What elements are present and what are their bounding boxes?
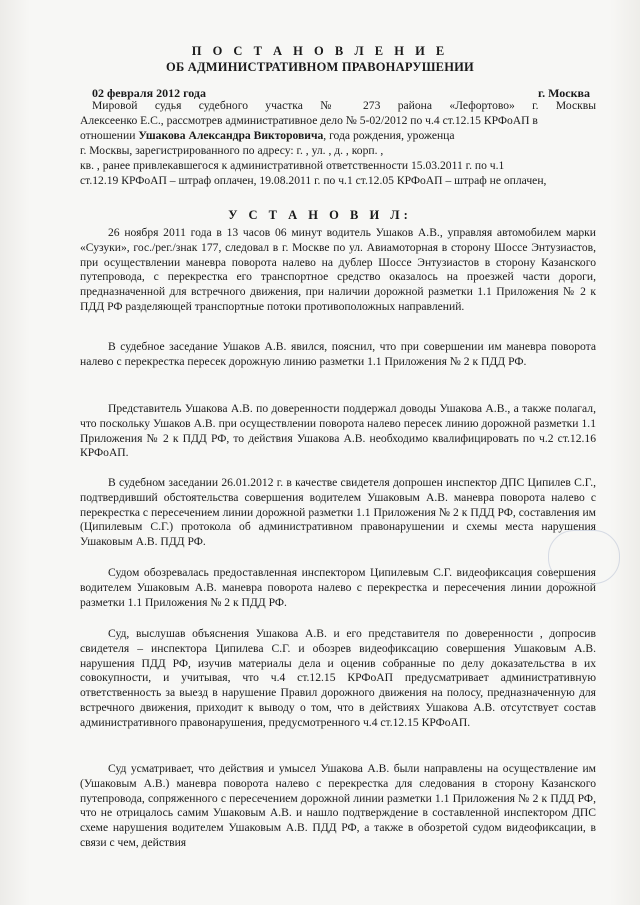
document-subtitle: ОБ АДМИНИСТРАТИВНОМ ПРАВОНАРУШЕНИИ xyxy=(166,60,474,74)
paragraph-6: Суд, выслушав объяснения Ушакова А.В. и его представителя по доверенности , допросив свидетеля – инспектора Ципилева С.Г. и обозрев видеофиксацию совершения Ушаковым А.В. нарушения ПДД РФ, изучив материалы дела и оценив собранные по делу доказательства в их совокупности, и учитывая, что ч.4 ст.12.15 КРФоАП предусматривает административную ответственность за выезд в нарушение Правил дорожного движения на полосу, предназначенную для встречного движения, приходит к выводу о том, что в действиях Ушакова А.В. отсутствует состав административного правонарушения, предусмотренного ч.4 ст.12.15 КРФоАП. xyxy=(80,627,596,729)
document-date: 02 февраля 2012 года xyxy=(92,86,206,100)
faint-stamp-mark xyxy=(548,530,620,584)
paragraph-5: Судом обозревалась предоставленная инспектором Ципилевым С.Г. видеофиксация совершения водителем Ушаковым А.В. маневра поворота налево с перекрестка и пересечения линии дорожной разметки 1.1 Приложения № 2 к ПДД РФ. xyxy=(80,566,596,609)
paragraph-3: Представитель Ушакова А.В. по доверенности поддержал доводы Ушакова А.В., а также полагал, что поскольку Ушаков А.В. при осуществлении поворота налево пересек линию дорожной разметки 1.1 Приложения № 2 к ПДД РФ, то действия Ушакова А.В. необходимо квалифицировать по ч.2 ст.12.16 КРФоАП. xyxy=(80,402,596,460)
paragraph-7: Суд усматривает, что действия и умысел Ушакова А.В. были направлены на осуществление им (Ушаковым А.В.) маневра поворота налево с перекрестка для следования в сторону Казанского путепровода, сопряженного с пересечением дорожной линии разметки 1.1 Приложения № 2 к ПДД РФ, что не отрицалось самим Ушаковым А.В. и нашло подтверждение в составленной инспектором ДПС схеме нарушения водителем Ушаковым А.В. ПДД РФ, а также в обозретой судом видеофиксации, в связи с чем, действия xyxy=(80,762,596,849)
intro-line-6: ст.12.19 КРФоАП – штраф оплачен, 19.08.2011 г. по ч.1 ст.12.05 КРФоАП – штраф не оплачен, xyxy=(80,174,547,187)
paragraph-4: В судебном заседании 26.01.2012 г. в качестве свидетеля допрошен инспектор ДПС Ципилев С.Г., подтвердивший обстоятельства совершения водителем Ушаковым А.В. маневра поворота налево с перекрестка с пересечением линии дорожной разметки 1.1 Приложения № 2 к ПДД РФ, составления им (Ципилевым С.Г.) протокола об административном правонарушении и схемы места нарушения Ушаковым А.В. ПДД РФ. xyxy=(80,476,596,549)
defendant-name: Ушакова Александра Викторовича xyxy=(138,129,324,142)
intro-line-3-prefix: отношении xyxy=(80,129,139,142)
paragraph-1: 26 ноября 2011 года в 13 часов 06 минут водитель Ушаков А.В., управляя автомобилем марки «Сузуки», гос./рег./знак 177, следовал в г. Москве по ул. Авиамоторная в сторону Шоссе Энтузиастов, при осуществлении маневра поворота налево на дублер Шоссе Энтузиастов в сторону Казанского путепровода, с перекрестка его транспортное средство оказалось на проезжей части дороги, предназначенной для встречного движения, при наличии дорожной разметки 1.1 Приложения № 2 к ПДД РФ разделяющей транспортные потоки противоположных направлений. xyxy=(80,226,596,313)
intro-line-5: кв. , ранее привлекавшегося к административной ответственности 15.03.2011 г. по ч.1 xyxy=(80,159,505,172)
intro-line-1: Мировой судья судебного участка № 273 района «Лефортово» г. Москвы xyxy=(92,99,596,112)
established-heading: У С Т А Н О В И Л: xyxy=(228,208,412,222)
document-title: П О С Т А Н О В Л Е Н И Е xyxy=(191,44,449,58)
intro-line-4: г. Москвы, зарегистрированного по адресу: г. , ул. , д. , корп. , xyxy=(80,144,384,157)
intro-line-3-suffix: , года рождения, уроженца xyxy=(323,129,455,142)
document-city: г. Москва xyxy=(538,86,590,100)
paragraph-2: В судебное заседание Ушаков А.В. явился, пояснил, что при совершении им маневра поворота налево с перекрестка пересек дорожную линию разметки 1.1 Приложения № 2 к ПДД РФ. xyxy=(80,340,596,368)
intro-line-3 xyxy=(80,129,596,144)
intro-line-2: Алексеенко Е.С., рассмотрев административное дело № 5-02/2012 по ч.4 ст.12.15 КРФоАП в xyxy=(80,114,538,127)
